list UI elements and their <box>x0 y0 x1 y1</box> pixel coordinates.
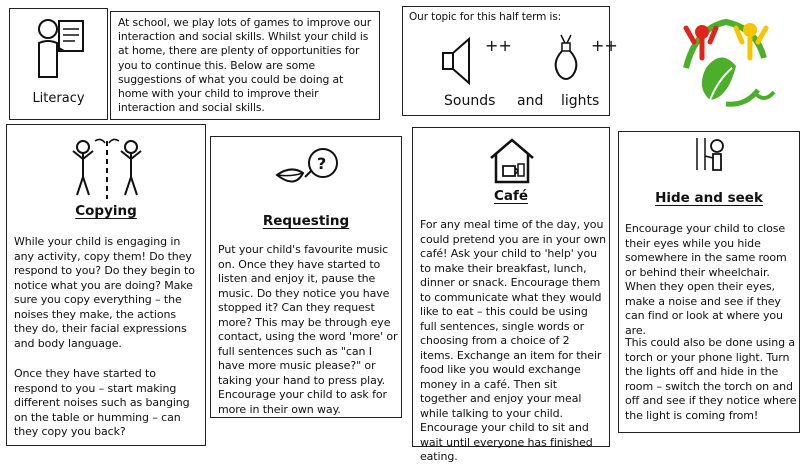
reading-person-icon <box>26 15 90 81</box>
hiding-person-icon <box>691 136 731 172</box>
requesting-card <box>210 136 402 418</box>
requesting-title: Requesting <box>262 213 350 229</box>
speaker-icon <box>439 33 512 89</box>
svg-text:++: ++ <box>591 36 618 55</box>
cafe-house-icon <box>487 136 537 186</box>
cafe-title: Café <box>493 188 529 204</box>
topic-sounds: Sounds <box>444 93 496 109</box>
copying-text-1: While your child is engaging in any activity, copy them! Do they respond to you? Do they begin to notice what you are doing? Make sure you copy everything – the noises they make, the actions they do, their facial expressions and body language. <box>14 235 195 350</box>
topic-and: and <box>517 93 544 109</box>
cafe-text: For any meal time of the day, you could pretend you are in your own café! Ask your child to 'help' you to make their breakfast, lunch, dinner or snack. Encourage them to communicate what they would like to eat – this could be using full sentences, single words or choosing from a choice of 2 items. Exchange an item for their food like you would exchange money in a café. Then sit together and enjoy your meal while talking to your child. Encourage your child to sit and wait until everyone has finished eating. <box>420 218 606 463</box>
literacy-label: Literacy <box>32 91 85 106</box>
hide-seek-card <box>618 131 800 433</box>
requesting-text: Put your child's favourite music on. Once they have started to listen and enjoy it, pause the music. Do they notice you have stopped it? Can they request more? This may be through eye contact, using the word 'more' or full sentences such as "can I have more music please?" or taking your hand to press play. Encourage your child to ask for more in their own way. <box>218 243 398 416</box>
hide-seek-text-2: This could also be done using a torch or your phone light. Turn the lights off and hide in the room – switch the torch on and off and see if they notice where the light is coming from! <box>625 336 797 422</box>
literacy-box <box>9 8 108 120</box>
topic-lights: lights <box>561 93 600 109</box>
copying-text-2: Once they have started to respond to you – start making different noises such as banging on the table or humming – can they copy you back? <box>14 367 190 438</box>
topic-box <box>402 6 618 116</box>
topic-heading: Our topic for this half term is: <box>409 11 562 23</box>
intro-box <box>110 11 380 120</box>
school-logo <box>666 8 786 118</box>
hide-seek-title: Hide and seek <box>655 190 763 206</box>
copying-title: Copying <box>75 203 137 219</box>
svg-text:?: ? <box>317 154 327 173</box>
cafe-card <box>412 127 610 463</box>
speech-question-icon <box>273 147 343 195</box>
intro-text: At school, we play lots of games to improve our interaction and social skills. Whilst your child is at home, there are plenty of opportunities for you to continue this. Below are some suggestions of what you could be doing at home with your child to improve their interaction and social skills. <box>118 16 372 115</box>
lightbulb-icon <box>553 33 618 89</box>
svg-text:++: ++ <box>485 36 512 55</box>
two-people-copying-icon <box>67 137 147 201</box>
hide-seek-text-1: Encourage your child to close their eyes while you hide somewhere in the same room or behind their wheelchair. When they open their eyes, make a noise and see if they can find or look at where you are. <box>625 222 787 337</box>
copying-card <box>6 124 206 446</box>
